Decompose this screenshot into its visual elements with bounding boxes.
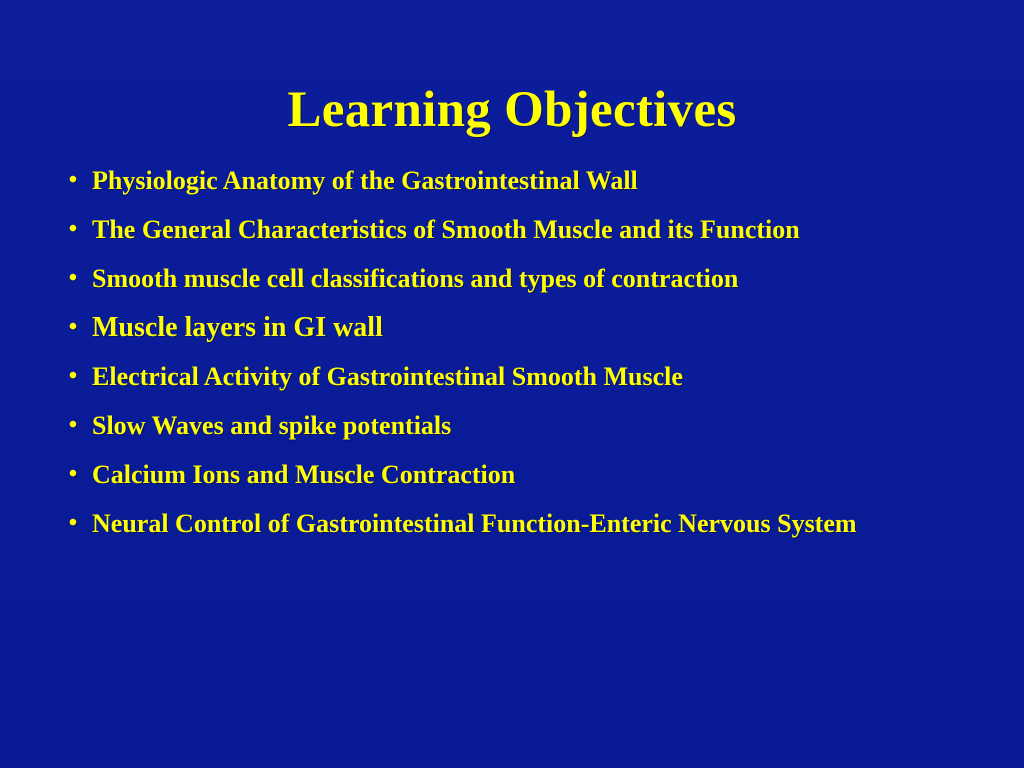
list-item-text: Neural Control of Gastrointestinal Function-Enteric Nervous System [92, 509, 857, 538]
bullet-icon: • [68, 216, 78, 242]
list-item-cell-classifications [54, 258, 974, 299]
bullet-icon: • [68, 363, 78, 389]
list-item-text: Slow Waves and spike potentials [92, 411, 452, 440]
list-item-text: Smooth muscle cell classifications and types of contraction [92, 264, 739, 293]
bullet-icon: • [68, 412, 78, 438]
list-item-smooth-muscle-characteristics [54, 209, 974, 250]
bullet-icon: • [68, 167, 78, 193]
list-item-text: Physiologic Anatomy of the Gastrointestinal Wall [92, 166, 638, 195]
list-item-text: The General Characteristics of Smooth Muscle and its Function [92, 215, 800, 244]
bullet-icon: • [68, 265, 78, 291]
list-item-electrical-activity [54, 356, 974, 397]
list-item-slow-waves [54, 405, 974, 446]
list-item-neural-control [54, 503, 974, 544]
bullet-icon: • [68, 314, 78, 340]
learning-objectives-list [54, 160, 974, 552]
bullet-icon: • [68, 461, 78, 487]
list-item-text: Electrical Activity of Gastrointestinal Smooth Muscle [92, 362, 683, 391]
list-item-text: Muscle layers in GI wall [92, 312, 383, 343]
slide-title: Learning Objectives [287, 82, 737, 139]
list-item-calcium-ions [54, 454, 974, 495]
list-item-physiologic-anatomy [54, 160, 974, 201]
list-item-text: Calcium Ions and Muscle Contraction [92, 460, 516, 489]
list-item-muscle-layers [54, 307, 974, 348]
bullet-icon: • [68, 510, 78, 536]
